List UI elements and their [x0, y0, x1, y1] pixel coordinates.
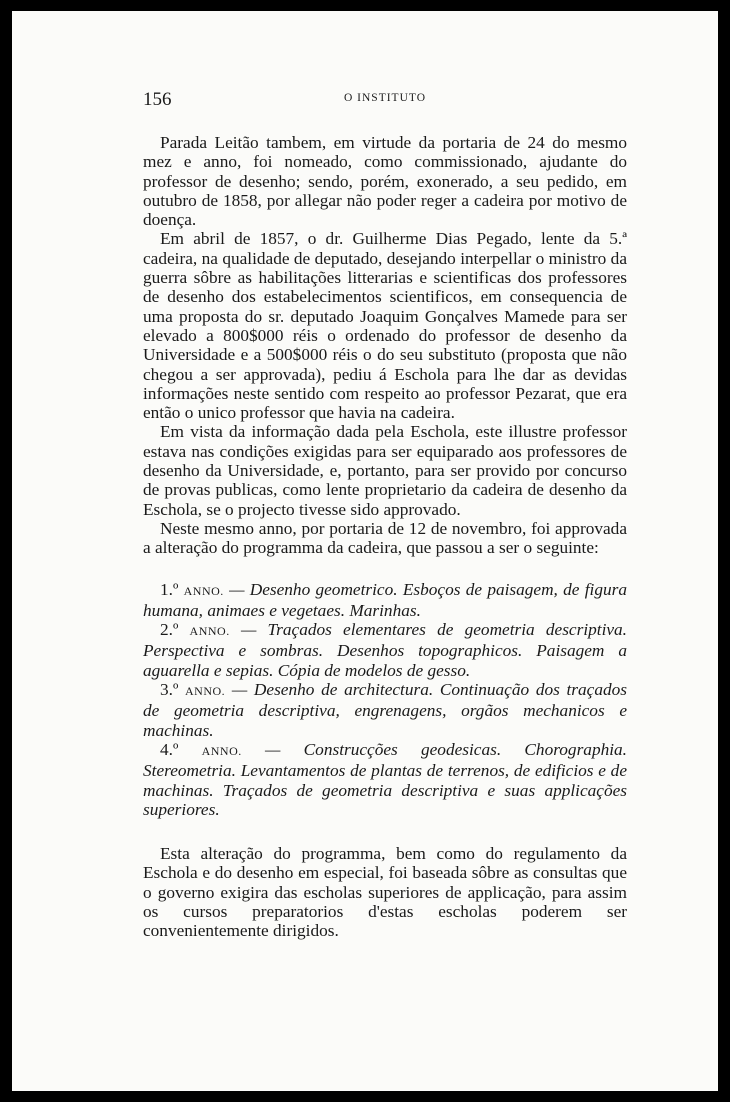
year-content: — Traçados elementares de geometria descriptiva. Perspectiva e sombras. Desenhos topographicos. Paisagem a aguarella e sepias. Cópia de modelos de gesso.	[143, 620, 628, 680]
year-content: — Desenho de architectura. Continuação dos traçados de geometria descriptiva, engrenagens, orgãos mechanicos e machinas.	[143, 680, 627, 740]
paragraph: Neste mesmo anno, por portaria de 12 de novembro, foi approvada a alteração do programma da cadeira, que passou a ser o seguinte:	[143, 518, 627, 558]
programme-item	[143, 620, 627, 680]
running-title: O INSTITUTO	[343, 92, 427, 104]
year-label: ANNO.	[189, 624, 230, 639]
paragraph: Em abril de 1857, o dr. Guilherme Dias Pegado, lente da 5.ª cadeira, na qualidade de deputado, desejando interpellar o ministro da guerra sôbre as habilitações litterarias e scientificas dos professores de desenho dos estabelecimentos scientificos, em consequencia de uma proposta do sr. deputado Joaquim Gonçalves Mamede para ser elevado a 800$000 réis o ordenado do professor de desenho da Universidade e a 500$000 réis o do seu substituto (proposta que não chegou a ser approvada), pediu á Eschola para lhe dar as devidas informações neste sentido com respeito ao professor Pezarat, que era então o unico professor que havia na cadeira.	[143, 229, 627, 423]
programme-item	[143, 740, 627, 819]
scanned-page	[12, 11, 718, 1091]
year-number: 4.º	[160, 739, 179, 759]
programme-list	[143, 580, 627, 820]
programme-item	[143, 680, 627, 740]
year-number: 1.º	[160, 579, 179, 599]
year-number: 2.º	[160, 620, 179, 640]
year-label: ANNO.	[183, 583, 224, 598]
paragraph: Em vista da informação dada pela Eschola, este illustre professor estava nas condições exigidas para ser equiparado aos professores de desenho da Universidade, e, portanto, para ser provido por concurso de provas publicas, como lente proprietario da cadeira de desenho da Eschola, se o projecto tivesse sido approvado.	[143, 422, 627, 519]
page-number: 156	[143, 89, 172, 110]
programme-item	[143, 580, 627, 621]
year-label: ANNO.	[201, 743, 242, 758]
page-body	[143, 133, 627, 941]
year-content: — Construcções geodesicas. Chorographia. Stereometria. Levantamentos de plantas de terrenos, de edificios e de machinas. Traçados de geometria descriptiva e suas applicações superiores.	[143, 739, 627, 819]
closing-paragraph: Esta alteração do programma, bem como do regulamento da Eschola e do desenho em especial, foi baseada sôbre as consultas que o governo exigira das escholas superiores de applicação, para assim os cursos preparatorios d'estas escholas poderem ser convenientemente dirigidos.	[143, 844, 627, 941]
year-content: — Desenho geometrico. Esboços de paisagem, de figura humana, animaes e vegetaes. Marinhas.	[143, 579, 628, 620]
year-number: 3.º	[160, 680, 179, 700]
year-label: ANNO.	[185, 684, 226, 699]
paragraph: Parada Leitão tambem, em virtude da portaria de 24 do mesmo mez e anno, foi nomeado, como commissionado, ajudante do professor de desenho; sendo, porém, exonerado, a seu pedido, em outubro de 1858, por allegar não poder reger a cadeira por motivo de doença.	[143, 133, 627, 230]
page-header	[143, 89, 627, 113]
